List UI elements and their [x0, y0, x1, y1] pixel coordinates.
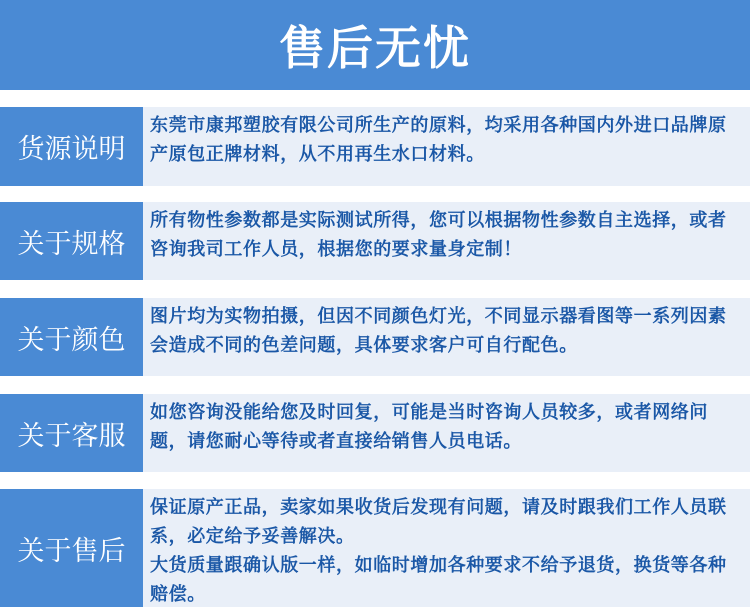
row-label: 关于规格: [17, 228, 126, 260]
row-label-box: [0, 107, 143, 186]
info-row-service: [0, 394, 750, 472]
row-label-box: [0, 202, 143, 280]
header-banner: [0, 0, 750, 90]
info-row-source: [0, 107, 750, 186]
row-content: [143, 202, 750, 280]
row-content: [143, 107, 750, 186]
row-label-box: [0, 298, 143, 376]
row-label-box: [0, 489, 143, 607]
row-text: 如您咨询没能给您及时回复，可能是当时咨询人员较多，或者网络问题，请您耐心等待或者直接给销售人员电话。: [150, 402, 708, 452]
row-label: 货源说明: [17, 134, 126, 165]
info-row-spec: [0, 202, 750, 280]
info-row-aftersales: [0, 489, 750, 607]
row-label-box: [0, 394, 143, 472]
row-content: [143, 489, 750, 607]
row-text: 图片均为实物拍摄，但因不同颜色灯光，不同显示器看图等一系列因素会造成不同的色差问题，具体要求客户可自行配色。: [150, 306, 727, 356]
info-row-color: [0, 298, 750, 376]
row-label: 关于售后: [17, 535, 126, 567]
row-text: 所有物性参数都是实际测试所得，您可以根据物性参数自主选择，或者咨询我司工作人员，根据您的要求量身定制！: [150, 210, 727, 260]
row-text: 保证原产正品，卖家如果收货后发现有问题，请及时跟我们工作人员联系，必定给予妥善解决。: [150, 497, 727, 547]
row-content: [143, 298, 750, 376]
row-label: 关于客服: [17, 420, 126, 452]
row-text: 东莞市康邦塑胶有限公司所生产的原料，均采用各种国内外进口品牌原产原包正牌材料，从不用再生水口材料。: [150, 115, 727, 165]
row-label: 关于颜色: [17, 324, 126, 356]
row-content: [143, 394, 750, 472]
page-title: 售后无忧: [279, 21, 471, 75]
row-text: 大货质量跟确认版一样，如临时增加各种要求不给予退货，换货等各种赔偿。: [150, 555, 727, 605]
